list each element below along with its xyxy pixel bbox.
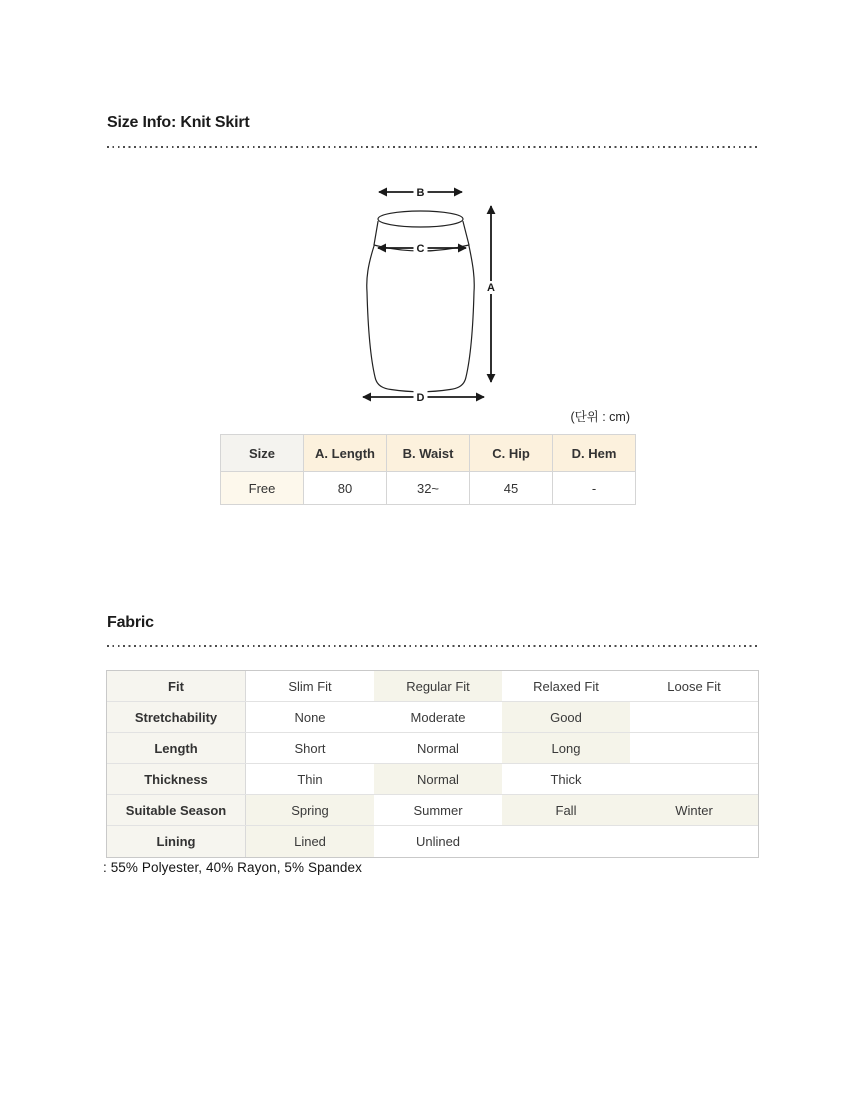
fabric-option: None [294, 709, 326, 725]
fabric-option-selected: Spring [246, 795, 374, 825]
fabric-option: Moderate [410, 709, 466, 725]
fabric-option-selected: Fall [502, 795, 630, 825]
size-table-header-cell: D. Hem [553, 435, 636, 472]
fabric-option: Thick [550, 771, 582, 787]
fabric-option-selected: Long [502, 733, 630, 763]
fabric-table-row [107, 764, 758, 795]
fabric-table [106, 670, 759, 858]
fabric-row-options [246, 733, 758, 763]
fabric-table-row [107, 795, 758, 826]
dotted-divider [107, 146, 759, 148]
size-table-header-cell: C. Hip [470, 435, 553, 472]
fabric-table-row [107, 702, 758, 733]
fabric-composition: : 55% Polyester, 40% Rayon, 5% Spandex [103, 860, 362, 875]
fabric-option: Normal [417, 740, 459, 756]
size-table-header-cell: B. Waist [387, 435, 470, 472]
fabric-row-options [246, 702, 758, 732]
size-table-cell: 32~ [387, 472, 470, 505]
fabric-option [630, 826, 758, 857]
fabric-row-options [246, 826, 758, 857]
size-table-cell: - [553, 472, 636, 505]
skirt-outline [367, 211, 475, 392]
size-table-row [221, 472, 636, 505]
fabric-option-selected: Normal [374, 764, 502, 794]
fabric-option: Relaxed Fit [533, 678, 599, 694]
fabric-row-label: Stretchability [107, 702, 246, 732]
size-table-header-cell: A. Length [304, 435, 387, 472]
measurement-labels [414, 186, 498, 404]
fabric-option-selected: Regular Fit [374, 671, 502, 701]
fabric-row-options [246, 764, 758, 794]
fabric-option: Summer [413, 802, 463, 818]
size-table-cell: 45 [470, 472, 553, 505]
size-section-title: Size Info: Knit Skirt [107, 114, 250, 131]
fabric-table-row [107, 733, 758, 764]
fabric-option [502, 826, 630, 857]
fabric-option: Short [294, 740, 326, 756]
fabric-row-label: Length [107, 733, 246, 763]
fabric-row-label: Fit [107, 671, 246, 701]
size-table-cell: 80 [304, 472, 387, 505]
fabric-option-selected: Good [502, 702, 630, 732]
size-table-header-row [221, 435, 636, 472]
label-d: D [416, 392, 425, 404]
fabric-option-selected: Lined [246, 826, 374, 857]
fabric-row-label: Lining [107, 826, 246, 857]
fabric-row-options [246, 795, 758, 825]
fabric-option [630, 764, 758, 794]
label-b: B [416, 187, 425, 199]
fabric-row-options [246, 671, 758, 701]
fabric-option [630, 733, 758, 763]
fabric-row-label: Thickness [107, 764, 246, 794]
label-a: A [487, 282, 495, 294]
label-c: C [416, 243, 425, 255]
size-table-cell: Free [221, 472, 304, 505]
fabric-table-row [107, 671, 758, 702]
fabric-option: Slim Fit [288, 678, 332, 694]
skirt-measurement-diagram [345, 180, 515, 410]
fabric-option: Loose Fit [667, 678, 721, 694]
fabric-table-row [107, 826, 758, 857]
unit-note: (단위 : cm) [570, 410, 630, 424]
size-table [220, 434, 636, 505]
fabric-option: Thin [297, 771, 323, 787]
fabric-option [630, 702, 758, 732]
fabric-option: Unlined [415, 834, 461, 849]
fabric-section-title: Fabric [107, 614, 154, 631]
size-table-header-cell: Size [221, 435, 304, 472]
dotted-divider [107, 645, 759, 647]
fabric-row-label: Suitable Season [107, 795, 246, 825]
fabric-option-selected: Winter [630, 795, 758, 825]
